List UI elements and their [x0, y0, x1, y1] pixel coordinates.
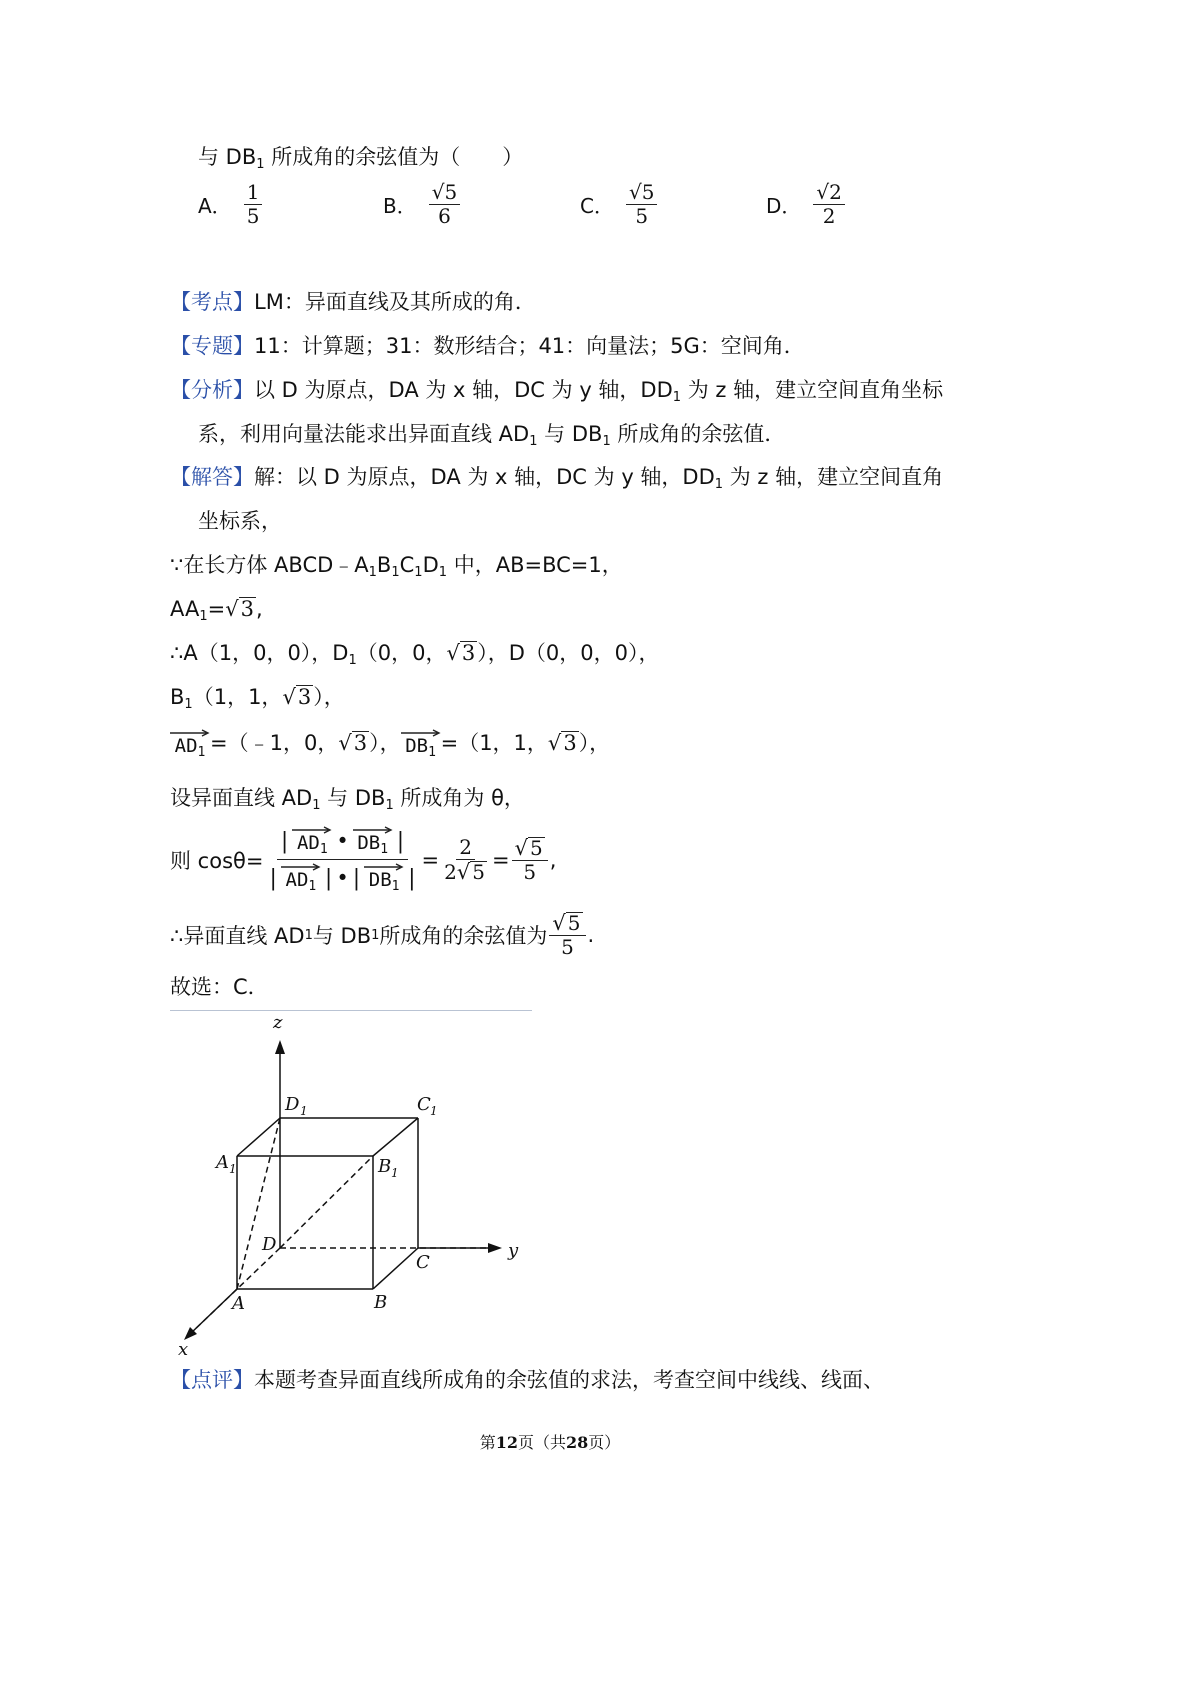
option-label: C．: [580, 194, 614, 218]
text: =（﹣1，0，: [210, 731, 339, 755]
zhuanti-line: [170, 331, 805, 361]
text: ），: [578, 731, 611, 755]
section-tag: 【专题】: [170, 334, 254, 358]
option-label: B．: [383, 194, 417, 218]
text: ∴异面直线 AD: [170, 924, 305, 948]
denominator: 5: [561, 935, 574, 959]
jieda-line-11: [170, 972, 269, 1002]
numerator: √5: [429, 182, 460, 205]
vector-db1: [353, 826, 393, 856]
text: 中，AB=BC=1，: [447, 553, 623, 577]
edge-a1d1: [237, 1118, 280, 1156]
subscript: 1: [312, 798, 321, 813]
denominator: 5: [246, 204, 260, 228]
text: 与 DB: [537, 422, 603, 446]
fraction-2-over-2sqrt5: [441, 834, 490, 884]
text: 则 cosθ=: [170, 848, 264, 873]
subscript: 1: [308, 879, 317, 894]
jieda-line-1: [170, 462, 943, 500]
jieda-line-6: [170, 682, 345, 720]
z-arrowhead: [275, 1040, 285, 1054]
label-c1-sub: 1: [430, 1104, 438, 1118]
text: 为 z 轴，建立空间直角坐标: [681, 378, 944, 402]
subscript: 1: [714, 477, 724, 492]
text: 所成角的余弦值为: [379, 924, 548, 948]
vector-db1: [364, 863, 404, 893]
radicand: 3: [461, 640, 476, 665]
subscript: 1: [371, 927, 380, 943]
label-c: C: [416, 1252, 430, 1273]
subscript: 1: [602, 434, 611, 449]
subscript: 1: [319, 842, 328, 857]
text: 所成角的余弦值为（ ）: [264, 145, 524, 169]
radicand: 5: [472, 859, 486, 884]
jieda-line-7: [170, 728, 610, 759]
text: C: [399, 553, 415, 577]
text: 与 DB: [198, 145, 257, 169]
text: 所成角为 θ，: [393, 786, 525, 810]
section-tag: 【点评】: [170, 1368, 254, 1392]
edge-bc: [373, 1248, 418, 1289]
vector-name: AD: [174, 735, 198, 757]
text: 解：以 D 为原点，DA 为 x 轴，DC 为 y 轴，DD: [254, 465, 715, 489]
text: ），: [369, 731, 401, 755]
radicand: 3: [297, 684, 312, 709]
text: B: [376, 553, 392, 577]
option-fraction: [244, 182, 263, 227]
numerator: [549, 912, 585, 936]
section-tag: 【解答】: [170, 465, 254, 489]
text: .: [587, 923, 595, 947]
label-c1: C: [417, 1094, 431, 1115]
jieda-line-9: 则 cosθ= | $AD_1$ • $DB_1$ | | $AD_1$ | • | $DB_1$ | = 2 2 √ 5 = √ 5 5 ,: [170, 826, 556, 893]
subscript: 1: [368, 565, 377, 580]
text: （1，1，: [192, 685, 283, 709]
subscript: 1: [385, 798, 394, 813]
text: ），D（0，0，0），: [477, 641, 660, 665]
subscript: 1: [348, 653, 357, 668]
text: 本题考查异面直线所成角的余弦值的求法，考查空间中线线、线面、: [254, 1368, 884, 1392]
label-d1-sub: 1: [300, 1104, 308, 1118]
option-d: [766, 182, 847, 227]
text: 与 DB: [320, 786, 386, 810]
label-a1-sub: 1: [229, 1162, 237, 1176]
label-a1: A: [216, 1152, 229, 1173]
text: ∴A（1，0，0），D: [170, 641, 349, 665]
sqrt: √ 3: [225, 596, 254, 621]
subscript: 1: [304, 927, 313, 943]
text: 与 DB: [312, 924, 372, 948]
vector-name: AD: [285, 869, 309, 891]
numerator: √2: [813, 182, 844, 205]
vector-db1: [401, 729, 441, 759]
vector-ad1: [292, 826, 332, 856]
vector-ad1: [170, 729, 210, 759]
text: 设异面直线 AD: [170, 786, 313, 810]
vector-name: AD: [296, 832, 320, 854]
radicand: 5: [567, 911, 581, 935]
numerator: 2: [456, 837, 475, 860]
cos-numerator: | $AD_1$ • $DB_1$ |: [277, 826, 408, 860]
vector-name: DB: [357, 832, 381, 854]
sqrt: √ 5: [456, 859, 486, 884]
numerator: 1: [244, 182, 263, 205]
denominator: 2: [822, 204, 836, 228]
jieda-line-5: [170, 638, 660, 676]
text: 以 D 为原点，DA 为 x 轴，DC 为 y 轴，DD: [254, 378, 673, 402]
label-b1: B: [378, 1156, 392, 1177]
subscript: 1: [380, 842, 389, 857]
denominator: 5: [635, 204, 649, 228]
subscript: 1: [391, 565, 400, 580]
text: ,: [549, 847, 557, 872]
label-b: B: [374, 1292, 388, 1313]
sqrt: √ 5: [514, 835, 543, 860]
total-pages: 28: [566, 1433, 589, 1452]
footer-text: 第: [479, 1433, 496, 1452]
text: LM：异面直线及其所成的角．: [254, 290, 536, 314]
text: ∵在长方体 ABCD﹣A: [170, 553, 369, 577]
numerator: √5: [626, 182, 657, 205]
cos-fraction: [265, 826, 419, 893]
subscript: 1: [529, 434, 538, 449]
text: D: [422, 553, 439, 577]
text: 系，利用向量法能求出异面直线 AD: [198, 422, 530, 446]
option-label: D．: [766, 194, 802, 218]
jieda-line-4: [170, 594, 263, 632]
subscript: 1: [438, 565, 448, 580]
section-tag: 【考点】: [170, 290, 254, 314]
radicand: 5: [530, 835, 543, 860]
denominator: [441, 860, 490, 883]
fraction-sqrt5-over-5: [549, 912, 585, 958]
kaodian-line: [170, 287, 536, 317]
subscript: 1: [256, 157, 265, 172]
edge-c1b1: [373, 1118, 418, 1156]
text: 坐标系，: [198, 509, 282, 533]
text: B: [170, 685, 185, 709]
label-d: D: [262, 1234, 277, 1255]
question-line: [198, 142, 523, 180]
denominator: 6: [438, 204, 451, 228]
fraction-sqrt5-over-5: [512, 837, 548, 883]
sqrt: √ 3: [282, 684, 312, 709]
radicand: 3: [563, 730, 577, 755]
jieda-line-10: [170, 912, 594, 958]
text: 故选：C．: [170, 975, 269, 999]
subscript: 1: [199, 609, 208, 624]
sqrt: √ 5: [552, 911, 581, 935]
sqrt: √ 3: [338, 730, 368, 755]
subscript: 1: [184, 697, 193, 712]
label-z: z: [273, 1012, 283, 1033]
label-a: A: [232, 1293, 245, 1314]
current-page: 12: [495, 1433, 518, 1452]
label-b1-sub: 1: [391, 1166, 399, 1180]
text: 11：计算题；31：数形结合；41：向量法；5G：空间角．: [254, 334, 805, 358]
label-d1: D: [285, 1094, 300, 1115]
option-fraction: [813, 182, 844, 227]
footer-text: 页）: [588, 1433, 621, 1452]
section-tag: 【分析】: [170, 378, 254, 402]
cuboid-figure: [160, 1012, 540, 1357]
text: =: [207, 597, 226, 621]
cos-denominator: | $AD_1$ | • | $DB_1$ |: [265, 860, 419, 893]
footer-text: 页（共: [517, 1433, 566, 1452]
diagonal-db1: [280, 1156, 373, 1248]
option-b: [383, 182, 462, 227]
sqrt: √ 3: [446, 640, 476, 665]
subscript: 1: [672, 390, 682, 405]
radicand: 3: [353, 730, 368, 755]
option-fraction: [626, 182, 657, 227]
dianping-line: [170, 1365, 884, 1395]
jieda-line-8: [170, 783, 525, 821]
text: =（1，1，: [440, 731, 548, 755]
subscript: 1: [197, 745, 206, 760]
jieda-line-2: [198, 506, 282, 536]
option-a: [198, 182, 264, 227]
y-arrowhead: [488, 1243, 502, 1253]
label-x: x: [178, 1339, 189, 1357]
vector-ad1: [281, 863, 321, 893]
vector-name: DB: [405, 735, 429, 757]
vector-name: DB: [368, 869, 392, 891]
option-fraction: [429, 182, 460, 227]
text: ），: [313, 685, 345, 709]
numerator: [512, 837, 548, 861]
denominator: 5: [523, 859, 537, 884]
option-label: A．: [198, 194, 232, 218]
radicand: 3: [240, 596, 254, 621]
fenxi-line-1: [170, 375, 943, 413]
divider: [170, 1010, 532, 1011]
text: （0，0，: [356, 641, 447, 665]
subscript: 1: [428, 745, 436, 760]
coefficient: 2: [444, 859, 457, 884]
sqrt: √ 3: [547, 730, 577, 755]
text: AA: [170, 597, 200, 621]
page-footer: [0, 1430, 1100, 1453]
fenxi-line-2: [198, 419, 785, 457]
subscript: 1: [391, 879, 400, 894]
text: ,: [255, 597, 263, 621]
text: 为 z 轴，建立空间直角: [723, 465, 944, 489]
label-y: y: [508, 1240, 519, 1261]
option-c: [580, 182, 659, 227]
x-axis: [190, 1289, 237, 1334]
diagonal-ad1: [237, 1118, 280, 1289]
text: 所成角的余弦值．: [610, 422, 786, 446]
subscript: 1: [414, 565, 423, 580]
jieda-line-3: [170, 550, 623, 588]
